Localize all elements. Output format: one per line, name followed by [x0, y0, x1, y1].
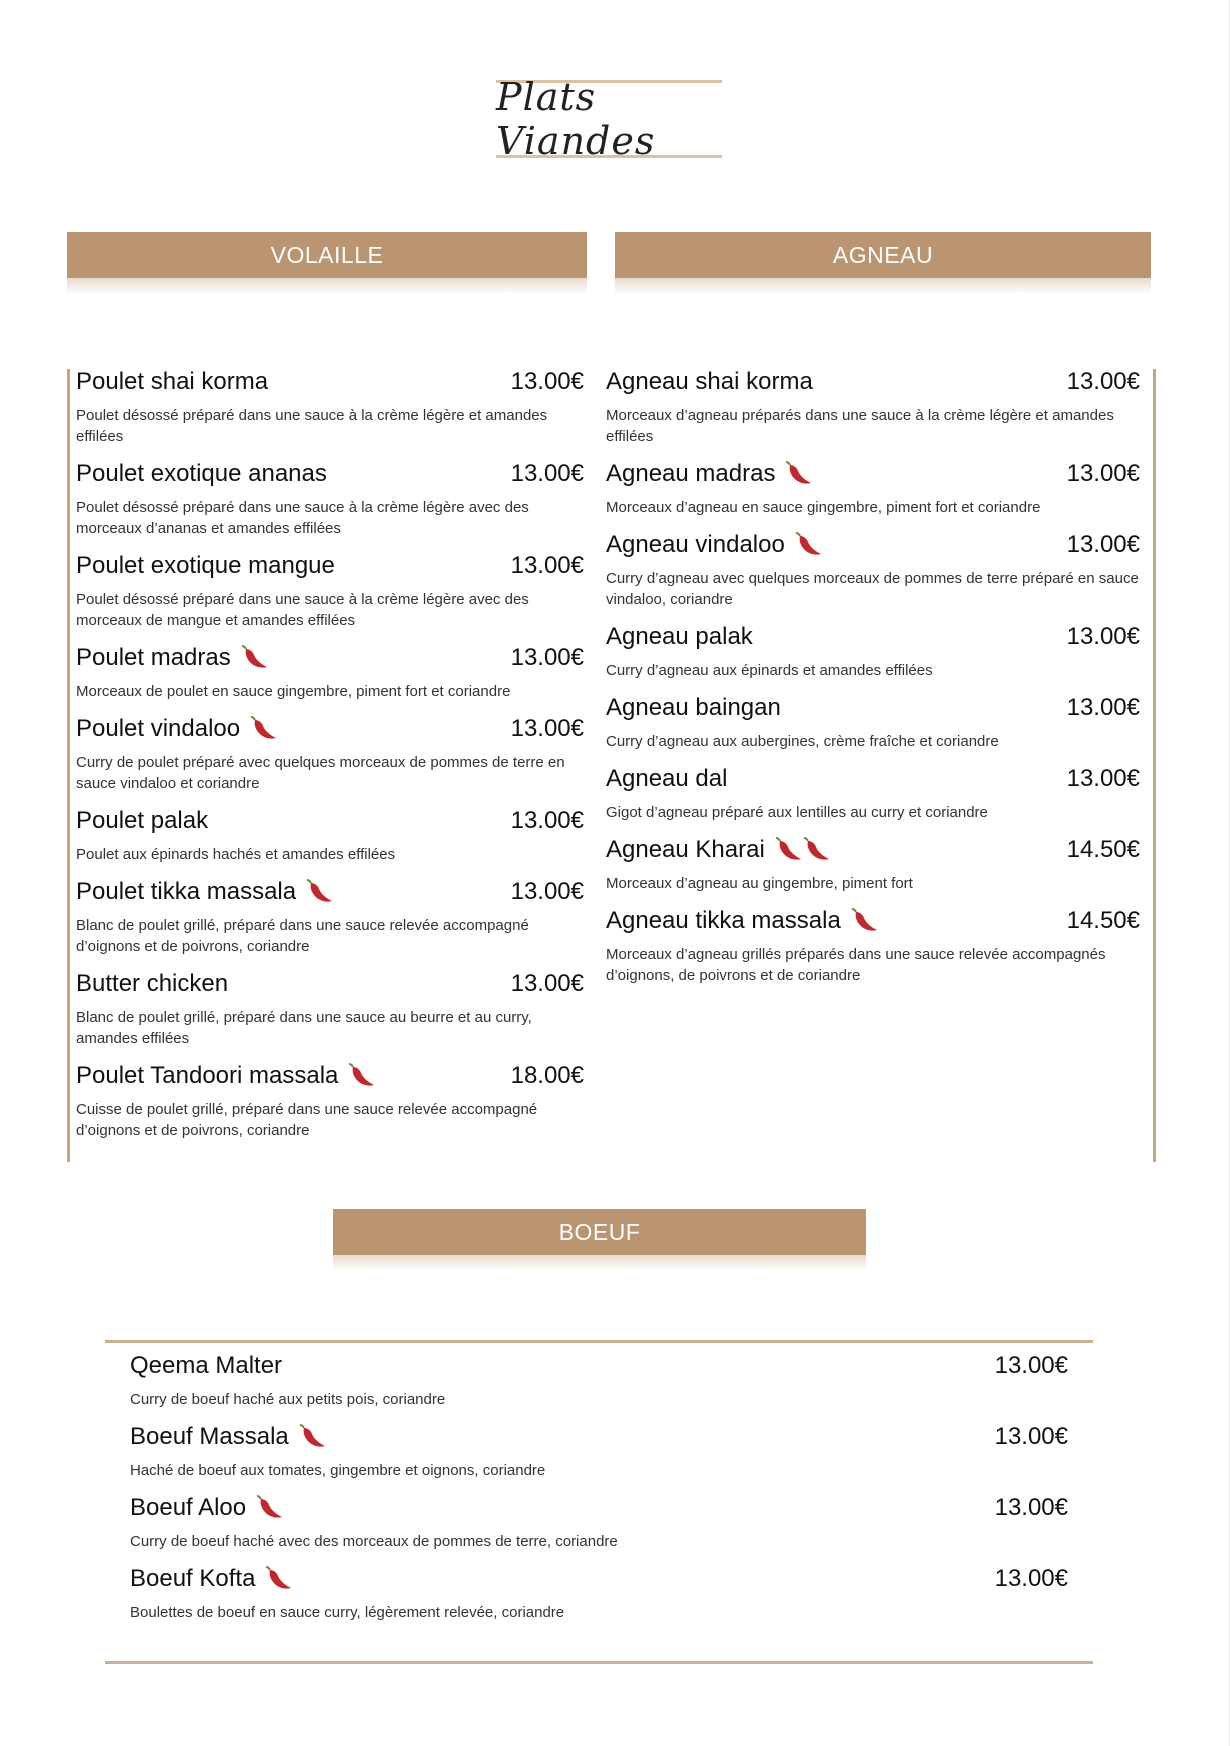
menu-item-name: Agneau baingan: [606, 694, 781, 721]
menu-item-name-wrap: [76, 552, 335, 580]
menu-item-description: Curry d’agneau aux aubergines, crème fraîche et coriandre: [606, 733, 999, 750]
menu-item-price: 13.00€: [994, 1494, 1068, 1521]
menu-item-header: [606, 457, 1140, 491]
chili-pepper-icon: [299, 1424, 327, 1450]
menu-item-price: 13.00€: [994, 1352, 1068, 1379]
menu-item-name: Agneau vindaloo: [606, 531, 785, 558]
chili-pepper-icon: [803, 837, 831, 863]
menu-item: [76, 804, 584, 865]
menu-item-header: [606, 365, 1140, 399]
menu-item: [76, 365, 584, 447]
menu-item-name: Agneau shai korma: [606, 368, 813, 395]
menu-item-name-wrap: [606, 623, 753, 651]
menu-item-description: Blanc de poulet grillé, préparé dans une sauce relevée accompagné d’oignons et de poivrons, coriandre: [76, 917, 529, 955]
menu-item: [606, 762, 1140, 823]
menu-item-name-wrap: [76, 460, 327, 488]
menu-item-name: Poulet exotique mangue: [76, 552, 335, 579]
volaille-item-list: [76, 365, 584, 1141]
menu-item-name: Poulet exotique ananas: [76, 460, 327, 487]
menu-item-description: Curry de boeuf haché avec des morceaux de pommes de terre, coriandre: [130, 1533, 618, 1550]
menu-item-name-wrap: [606, 368, 813, 396]
section-header-volaille: [67, 232, 587, 278]
section-label-volaille: VOLAILLE: [270, 241, 384, 268]
menu-item-description: Cuisse de poulet grillé, préparé dans une sauce relevée accompagné d’oignons et de poivrons, coriandre: [76, 1101, 538, 1139]
menu-item: [76, 967, 584, 1049]
menu-item-header: [606, 762, 1140, 796]
menu-item-header: [606, 620, 1140, 654]
menu-item: [76, 1059, 584, 1141]
menu-item-header: [76, 804, 584, 838]
menu-item-price: 13.00€: [1066, 531, 1140, 558]
menu-item-name: Boeuf Aloo: [130, 1494, 247, 1521]
chili-pepper-icon: [306, 879, 334, 905]
page-title: Plats Viandes: [496, 75, 656, 163]
menu-item-name-wrap: [76, 715, 278, 743]
menu-item-name: Boeuf Kofta: [130, 1565, 256, 1592]
menu-item-name: Agneau palak: [606, 623, 753, 650]
menu-item-price: 13.00€: [510, 368, 584, 395]
menu-item: [76, 641, 584, 702]
menu-item-name: Poulet vindaloo: [76, 715, 241, 742]
menu-item-header: [76, 875, 584, 909]
menu-item-name: Poulet madras: [76, 644, 231, 671]
chili-pepper-icon: [348, 1063, 376, 1089]
menu-item-price: 14.50€: [1066, 907, 1140, 934]
menu-item-name-wrap: [606, 531, 823, 559]
menu-item-name: Qeema Malter: [130, 1352, 283, 1379]
chili-pepper-icon: [785, 461, 813, 487]
chili-pepper-icon: [256, 1495, 284, 1521]
menu-item: [76, 457, 584, 539]
menu-item-header: [76, 457, 584, 491]
menu-item-name-wrap: [606, 836, 831, 864]
chili-pepper-icon: [265, 1566, 293, 1592]
menu-item-header: [76, 712, 584, 746]
chili-pepper-icon: [851, 908, 879, 934]
menu-item-price: 13.00€: [1066, 460, 1140, 487]
menu-item-description: Morceaux d’agneau grillés préparés dans une sauce relevée accompagnés d’oignons, de poivrons et de coriandre: [606, 946, 1106, 984]
menu-item: [606, 904, 1140, 986]
menu-item-description: Morceaux d’agneau au gingembre, piment fort: [606, 875, 913, 892]
menu-item-name-wrap: [76, 1062, 376, 1090]
menu-item-price: 18.00€: [510, 1062, 584, 1089]
menu-item-name: Poulet Tandoori massala: [76, 1062, 339, 1089]
menu-item-name-wrap: [76, 368, 268, 396]
menu-item-name: Poulet tikka massala: [76, 878, 297, 905]
menu-item-name: Boeuf Massala: [130, 1423, 289, 1450]
menu-item-price: 13.00€: [510, 460, 584, 487]
menu-item-description: Curry d’agneau avec quelques morceaux de pommes de terre préparé en sauce vindaloo, coriandre: [606, 570, 1139, 608]
menu-item-description: Curry de poulet préparé avec quelques morceaux de pommes de terre en sauce vindaloo et coriandre: [76, 754, 565, 792]
menu-item-header: [76, 365, 584, 399]
menu-item-name-wrap: [606, 907, 879, 935]
menu-item-price: 13.00€: [510, 970, 584, 997]
menu-item-name-wrap: [76, 878, 334, 906]
menu-item: [130, 1491, 1068, 1552]
menu-item-header: [606, 528, 1140, 562]
menu-item-header: [130, 1562, 1068, 1596]
menu-item-price: 13.00€: [510, 715, 584, 742]
agneau-right-rule: [1153, 369, 1156, 1162]
menu-item-name: Butter chicken: [76, 970, 229, 997]
menu-item-name-wrap: [76, 644, 269, 672]
chili-pepper-icon: [795, 532, 823, 558]
menu-item-description: Blanc de poulet grillé, préparé dans une sauce au beurre et au curry, amandes effilées: [76, 1009, 532, 1047]
menu-item-name-wrap: [130, 1565, 293, 1593]
menu-item-price: 13.00€: [1066, 368, 1140, 395]
section-label-boeuf: BOEUF: [558, 1218, 641, 1245]
menu-item-price: 13.00€: [994, 1423, 1068, 1450]
chili-pepper-icon: [775, 837, 803, 863]
menu-item: [606, 691, 1140, 752]
menu-item-description: Curry de boeuf haché aux petits pois, coriandre: [130, 1391, 446, 1408]
menu-item-name: Agneau Kharai: [606, 836, 765, 863]
menu-item: [130, 1562, 1068, 1623]
menu-item-header: [606, 833, 1140, 867]
menu-item: [130, 1349, 1068, 1410]
menu-item: [606, 833, 1140, 894]
menu-item-price: 13.00€: [510, 807, 584, 834]
menu-item-name-wrap: [606, 694, 781, 722]
menu-item-name: Poulet palak: [76, 807, 209, 834]
menu-item-name-wrap: [606, 460, 813, 488]
menu-item-description: Boulettes de boeuf en sauce curry, légèrement relevée, coriandre: [130, 1604, 565, 1621]
menu-item-description: Morceaux d’agneau préparés dans une sauce à la crème légère et amandes effilées: [606, 407, 1114, 445]
menu-item-price: 13.00€: [994, 1565, 1068, 1592]
menu-item-price: 13.00€: [1066, 623, 1140, 650]
section-header-agneau: [615, 232, 1151, 278]
boeuf-bottom-rule: [105, 1661, 1093, 1664]
menu-item-description: Haché de boeuf aux tomates, gingembre et oignons, coriandre: [130, 1462, 546, 1479]
menu-item-price: 13.00€: [510, 552, 584, 579]
chili-pepper-icon: [250, 716, 278, 742]
menu-item: [76, 549, 584, 631]
menu-item-header: [130, 1420, 1068, 1454]
boeuf-item-list: [130, 1349, 1068, 1623]
menu-item: [606, 365, 1140, 447]
menu-item: [606, 457, 1140, 518]
menu-item-name: Poulet shai korma: [76, 368, 269, 395]
menu-item-name: Agneau tikka massala: [606, 907, 841, 934]
menu-item-header: [76, 1059, 584, 1093]
menu-item-description: Poulet désossé préparé dans une sauce à la crème légère avec des morceaux de mangue et amandes effilées: [76, 591, 529, 629]
menu-item-description: Morceaux d’agneau en sauce gingembre, piment fort et coriandre: [606, 499, 1041, 516]
menu-item-header: [76, 967, 584, 1001]
menu-item-name-wrap: [76, 807, 208, 835]
menu-item: [606, 620, 1140, 681]
menu-item-name-wrap: [130, 1423, 327, 1451]
menu-item-price: 13.00€: [510, 878, 584, 905]
menu-item-description: Curry d’agneau aux épinards et amandes effilées: [606, 662, 933, 679]
menu-item-name-wrap: [606, 765, 727, 793]
menu-item-price: 14.50€: [1066, 836, 1140, 863]
menu-item-price: 13.00€: [1066, 765, 1140, 792]
menu-item-header: [76, 549, 584, 583]
agneau-item-list: [606, 365, 1140, 986]
menu-item-description: Gigot d’agneau préparé aux lentilles au curry et coriandre: [606, 804, 988, 821]
boeuf-top-rule: [105, 1340, 1093, 1343]
menu-item-description: Poulet désossé préparé dans une sauce à la crème légère et amandes effilées: [76, 407, 548, 445]
menu-item: [76, 875, 584, 957]
menu-item-description: Morceaux de poulet en sauce gingembre, piment fort et coriandre: [76, 683, 511, 700]
menu-item-name: Agneau madras: [606, 460, 776, 487]
menu-item-price: 13.00€: [510, 644, 584, 671]
menu-item: [130, 1420, 1068, 1481]
section-header-boeuf: [333, 1209, 866, 1255]
menu-item: [606, 528, 1140, 610]
menu-item-description: Poulet aux épinards hachés et amandes effilées: [76, 846, 396, 863]
menu-item-name-wrap: [130, 1494, 284, 1522]
menu-item-name-wrap: [130, 1352, 282, 1380]
menu-item-name: Agneau dal: [606, 765, 728, 792]
volaille-left-rule: [67, 369, 70, 1162]
menu-item-header: [130, 1491, 1068, 1525]
menu-item-name-wrap: [76, 970, 228, 998]
menu-item: [76, 712, 584, 794]
menu-item-header: [606, 904, 1140, 938]
menu-item-header: [130, 1349, 1068, 1383]
menu-item-header: [606, 691, 1140, 725]
menu-item-price: 13.00€: [1066, 694, 1140, 721]
menu-item-header: [76, 641, 584, 675]
section-label-agneau: AGNEAU: [832, 241, 934, 268]
menu-item-description: Poulet désossé préparé dans une sauce à la crème légère avec des morceaux d’ananas et amandes effilées: [76, 499, 529, 537]
page-title-frame: [496, 75, 722, 163]
chili-pepper-icon: [241, 645, 269, 671]
